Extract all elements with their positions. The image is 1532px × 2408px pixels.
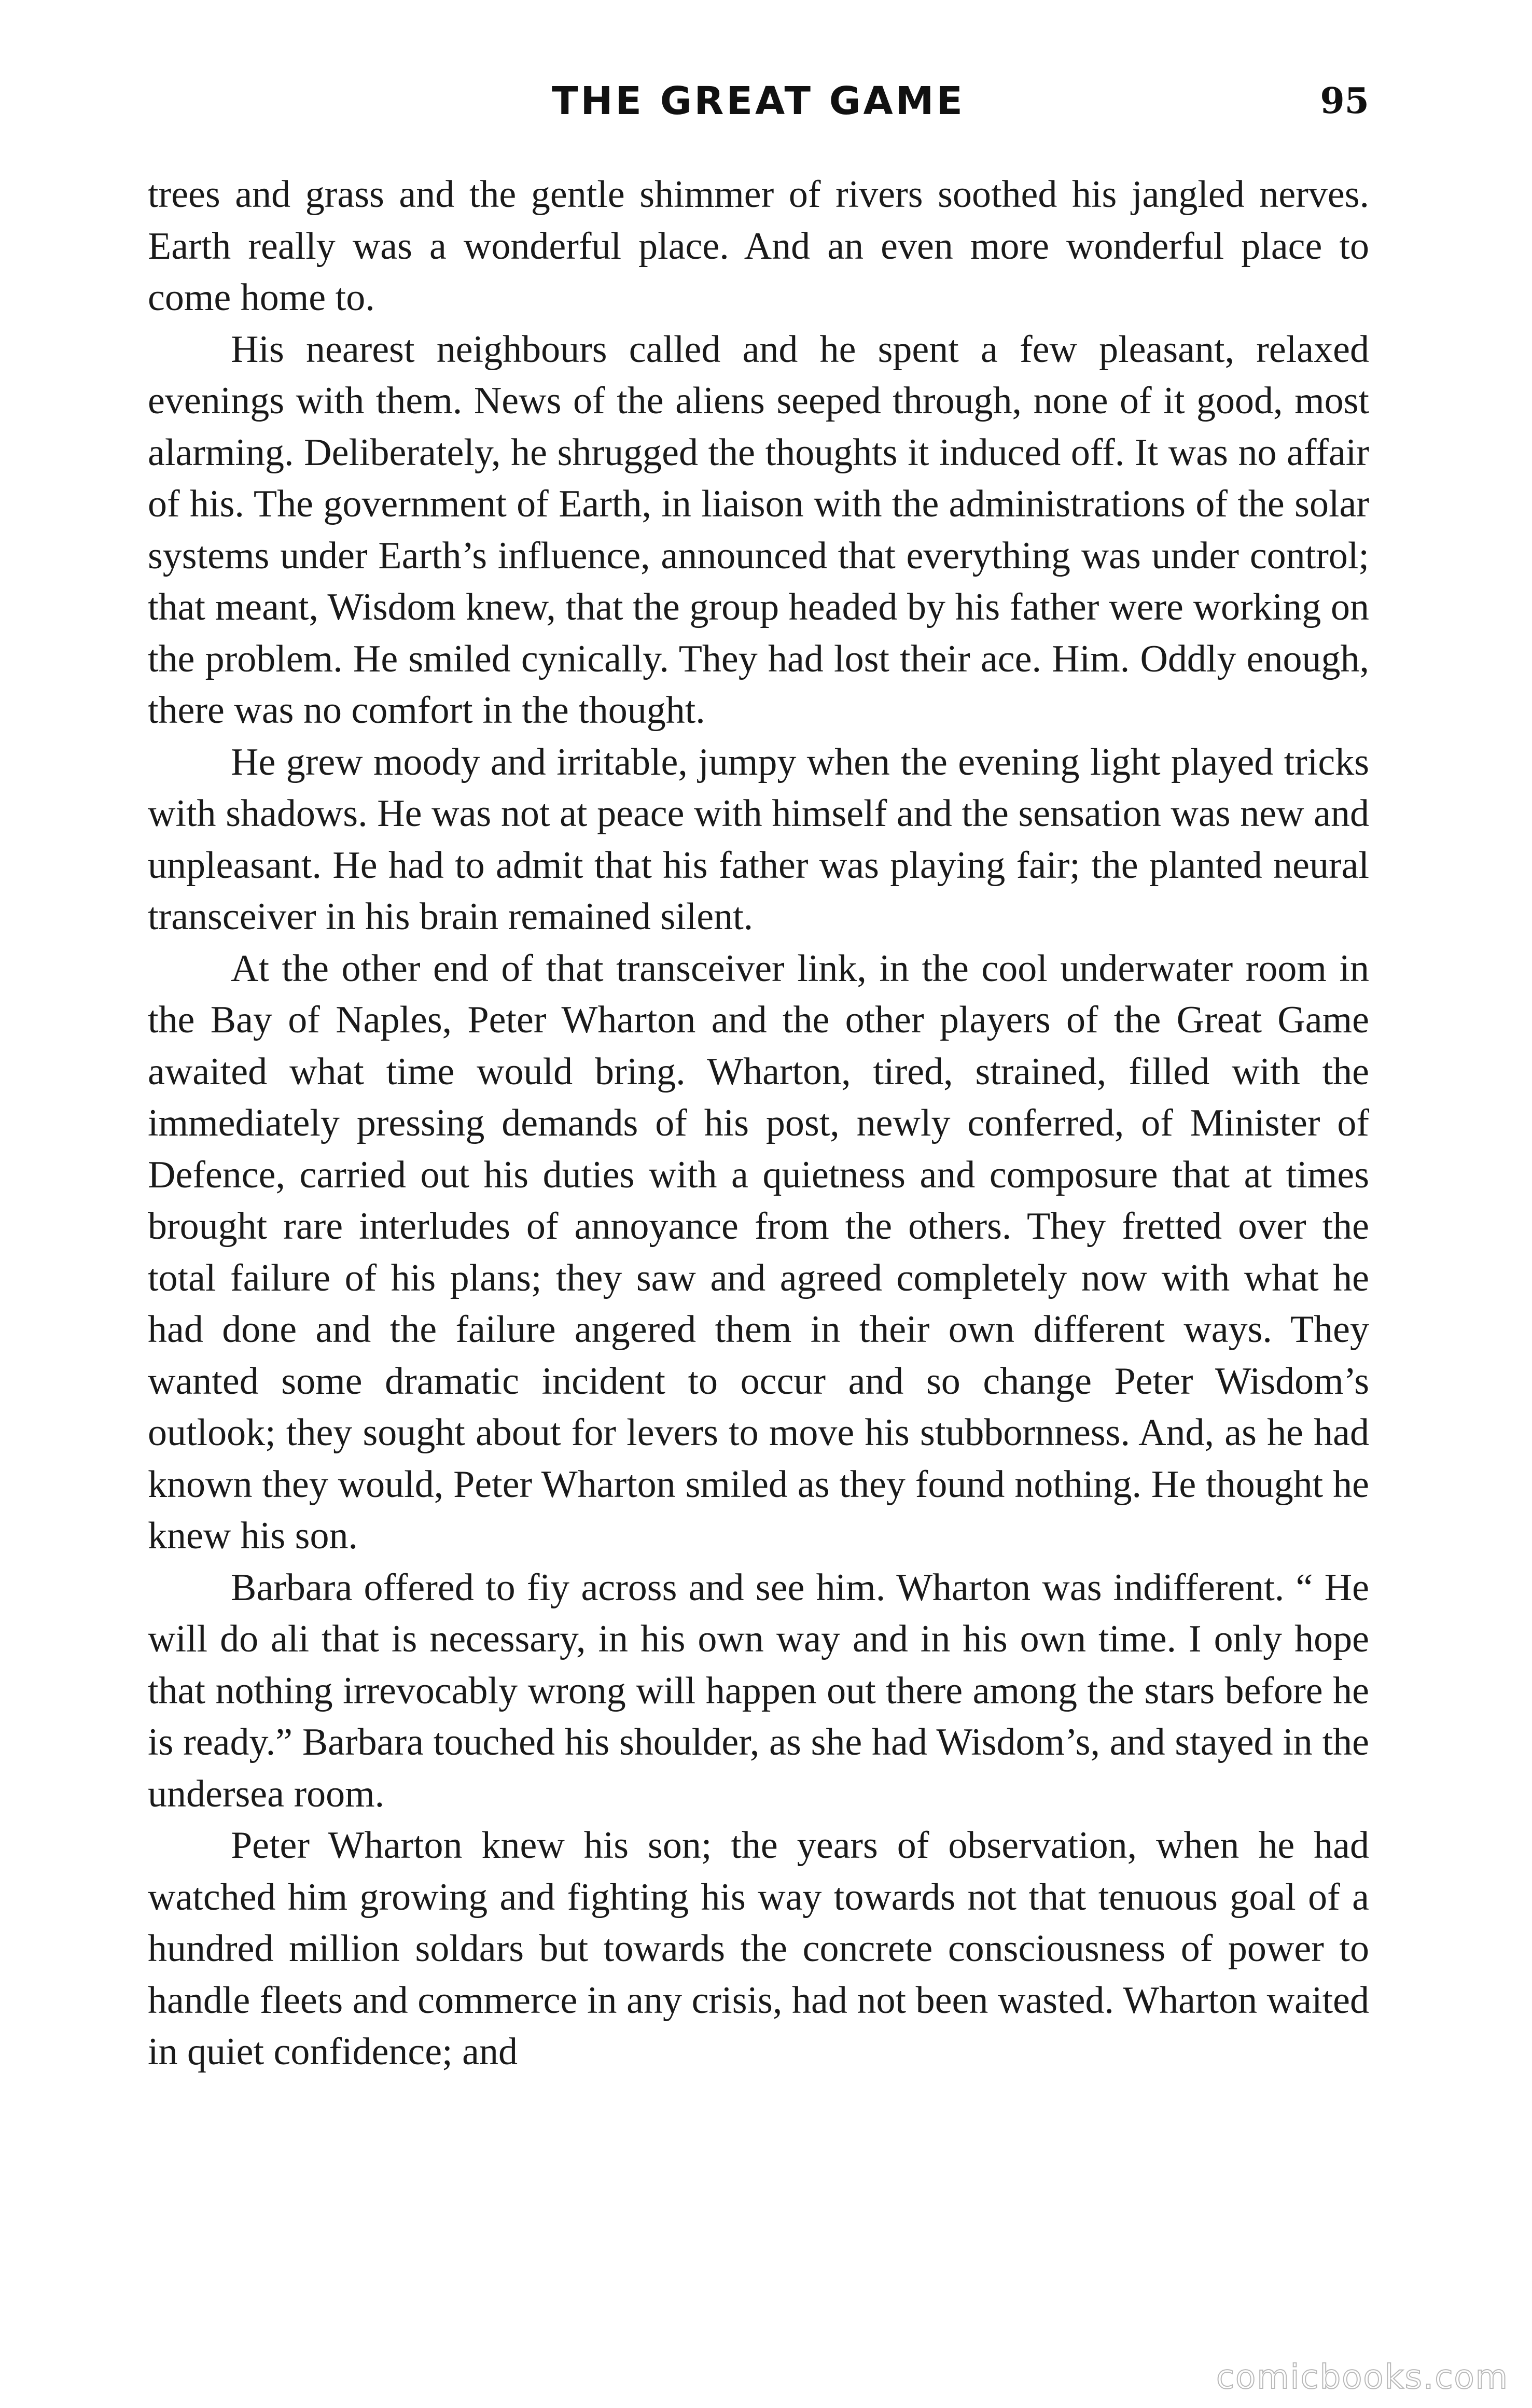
paragraph-4: At the other end of that transceiver link, in the cool underwater room in the Bay of Naples, Peter Wharton and the other players of the Great Game awaited what time would bring. Wharton, tired, strained, filled with the immediately pressing demands of his post, newly conferred, of Minister of Defence, carried out his duties with a quietness and composure that at times brought rare interludes of annoyance from the others. They fretted over the total failure of his plans; they saw and agreed completely now with what he had done and the failure angered them in their own different ways. They wanted some dramatic incident to occur and so change Peter Wisdom’s outlook; they sought about for levers to move his stubbornness. And, as he had known they would, Peter Wharton smiled as they found nothing. He thought he knew his son.	[148, 947, 1369, 1557]
paragraph-2: His nearest neighbours called and he spent a few pleasant, relaxed evenings with them. News of the aliens seeped through, none of it good, most alarming. Deliberately, he shrugged the thoughts it induced off. It was no affair of his. The government of Earth, in liaison with the administrations of the solar systems under Earth’s influence, announced that everything was under control; that meant, Wisdom knew, that the group headed by his father were working on the problem. He smiled cynically. They had lost their ace. Him. Oddly enough, there was no comfort in the thought.	[148, 328, 1369, 732]
watermark: comicbooks.com	[1216, 2358, 1509, 2397]
body-text	[148, 169, 1369, 2078]
paragraph-5: Barbara offered to fiy across and see him. Wharton was indifferent. “ He will do ali that is necessary, in his own way and in his own time. I only hope that nothing irrevocably wrong will happen out there among the stars before he is ready.” Barbara touched his shoulder, as she had Wisdom’s, and stayed in the undersea room.	[148, 1566, 1369, 1815]
running-title: THE GREAT GAME	[552, 79, 965, 123]
book-page	[148, 73, 1369, 2078]
paragraph-3: He grew moody and irritable, jumpy when the evening light played tricks with shadows. He was not at peace with himself and the sensation was new and unpleasant. He had to admit that his father was playing fair; the planted neural transceiver in his brain remained silent.	[148, 740, 1369, 938]
running-head	[148, 73, 1369, 130]
paragraph-6: Peter Wharton knew his son; the years of observation, when he had watched him growing and fighting his way towards not that tenuous goal of a hundred million soldars but towards the concrete consciousness of power to handle fleets and commerce in any crisis, had not been wasted. Wharton waited in quiet confidence; and	[148, 1824, 1369, 2073]
page-number: 95	[1320, 80, 1369, 122]
paragraph-1: trees and grass and the gentle shimmer of rivers soothed his jangled nerves. Earth really was a wonderful place. And an even more wonderful place to come home to.	[148, 173, 1369, 319]
